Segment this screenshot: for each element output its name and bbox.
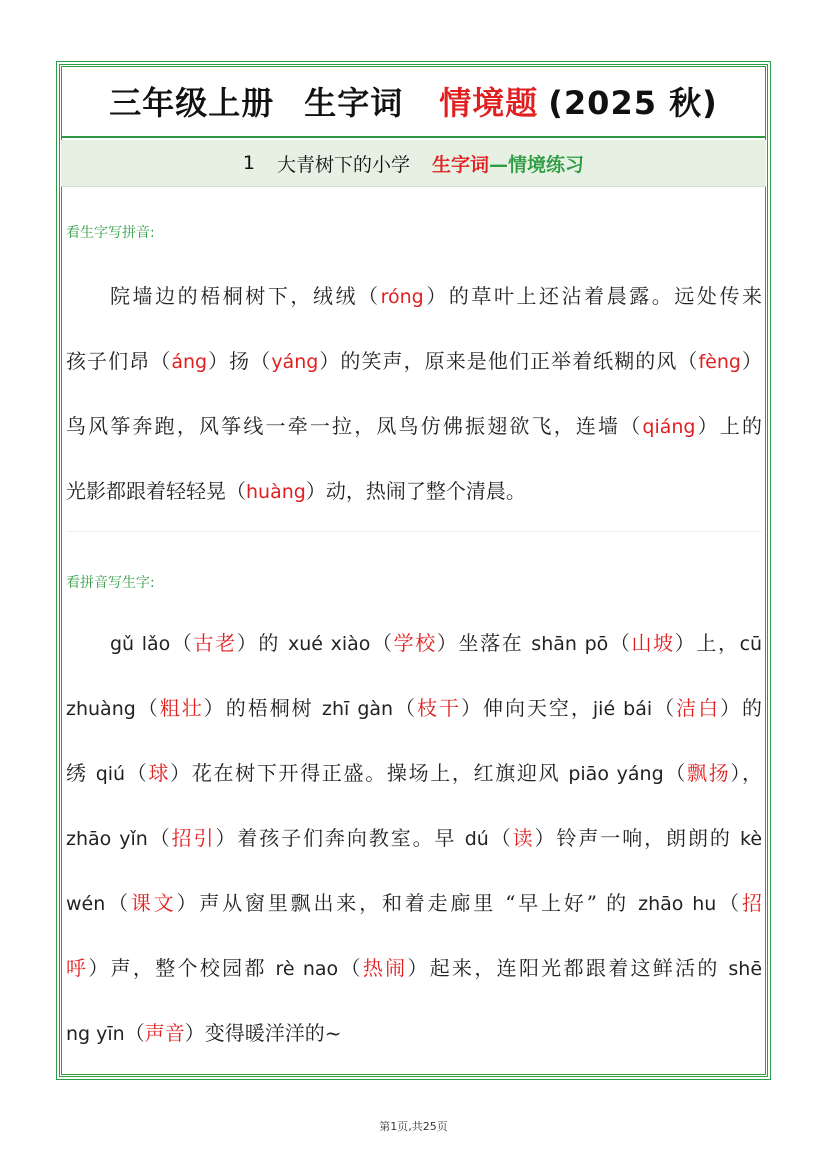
answer-hanzi: 粗壮 — [159, 696, 204, 720]
answer-hanzi: 声音 — [144, 1021, 185, 1045]
section-divider — [66, 531, 762, 532]
title-grade: 三年级上册 — [109, 84, 275, 122]
answer-hanzi: 飘扬 — [687, 761, 731, 785]
paragraph-line: wén（课文）声从窗里飘出来，和着走廊里 “早上好” 的 zhāo hu（招 — [66, 891, 762, 915]
section2-paragraph — [66, 627, 762, 1082]
answer-hanzi: 读 — [512, 826, 535, 850]
title-subject: 生字词 — [304, 84, 404, 122]
answer-hanzi: 课文 — [130, 891, 177, 915]
answer-pinyin: yáng — [271, 351, 319, 373]
answer-hanzi: 呼 — [66, 956, 89, 980]
paragraph-line: 鸟风筝奔跑，风筝线一牵一拉，凤鸟仿佛振翅欲飞，连墙（qiáng）上的 — [66, 414, 763, 438]
section2-label: 看拼音写生字: — [66, 575, 155, 591]
answer-hanzi: 热闹 — [362, 956, 408, 980]
title-season: (2025 秋) — [548, 84, 718, 122]
answer-hanzi: 招引 — [171, 826, 216, 850]
answer-pinyin: róng — [380, 286, 424, 308]
lesson-tag-red: 生字词 — [432, 153, 490, 176]
lesson-name: 大青树下的小学 — [277, 153, 411, 176]
paragraph-line: gǔ lǎo（古老）的 xué xiào（学校）坐落在 shān pō（山坡）上，cū — [110, 631, 763, 655]
answer-pinyin: qiáng — [642, 416, 696, 438]
paragraph-line: 孩子们昂（áng）扬（yáng）的笑声，原来是他们正举着纸糊的风（fèng） — [66, 349, 763, 373]
section1-paragraph — [66, 280, 762, 540]
paragraph-line: zhāo yǐn（招引）着孩子们奔向教室。早 dú（读）铃声一响，朗朗的 kè — [66, 826, 763, 850]
page-title — [61, 66, 766, 138]
answer-hanzi: 学校 — [393, 631, 437, 655]
page-footer: 第1页,共25页 — [379, 1120, 448, 1133]
section1-label: 看生字写拼音: — [66, 225, 155, 241]
answer-hanzi: 古老 — [193, 631, 237, 655]
answer-hanzi: 招 — [742, 891, 762, 915]
title-type: 情境题 — [439, 84, 539, 122]
lesson-header — [61, 140, 766, 187]
paragraph-line: 院墙边的梧桐树下，绒绒（róng）的草叶上还沾着晨露。远处传来 — [110, 284, 763, 308]
answer-hanzi: 球 — [148, 761, 171, 785]
answer-pinyin: fèng — [698, 351, 741, 373]
paragraph-line: ng yīn（声音）变得暖洋洋的~ — [66, 1021, 342, 1045]
lesson-tag-green: —情境练习 — [489, 153, 585, 176]
answer-pinyin: áng — [171, 351, 208, 373]
answer-hanzi: 枝干 — [417, 696, 461, 720]
paragraph-line: 光影都跟着轻轻晃（huàng）动，热闹了整个清晨。 — [66, 479, 526, 503]
answer-pinyin: huàng — [246, 481, 306, 503]
answer-hanzi: 山坡 — [631, 631, 675, 655]
paragraph-line: 呼）声，整个校园都 rè nao（热闹）起来，连阳光都跟着这鲜活的 shē — [66, 956, 763, 980]
paragraph-line: zhuàng（粗壮）的梧桐树 zhī gàn（枝干）伸向天空，jié bái（洁白）的 — [66, 696, 763, 720]
paragraph-line: 绣 qiú（球）花在树下开得正盛。操场上，红旗迎风 piāo yáng（飘扬）， — [66, 761, 763, 785]
lesson-number: 1 — [242, 152, 256, 174]
answer-hanzi: 洁白 — [676, 696, 721, 720]
